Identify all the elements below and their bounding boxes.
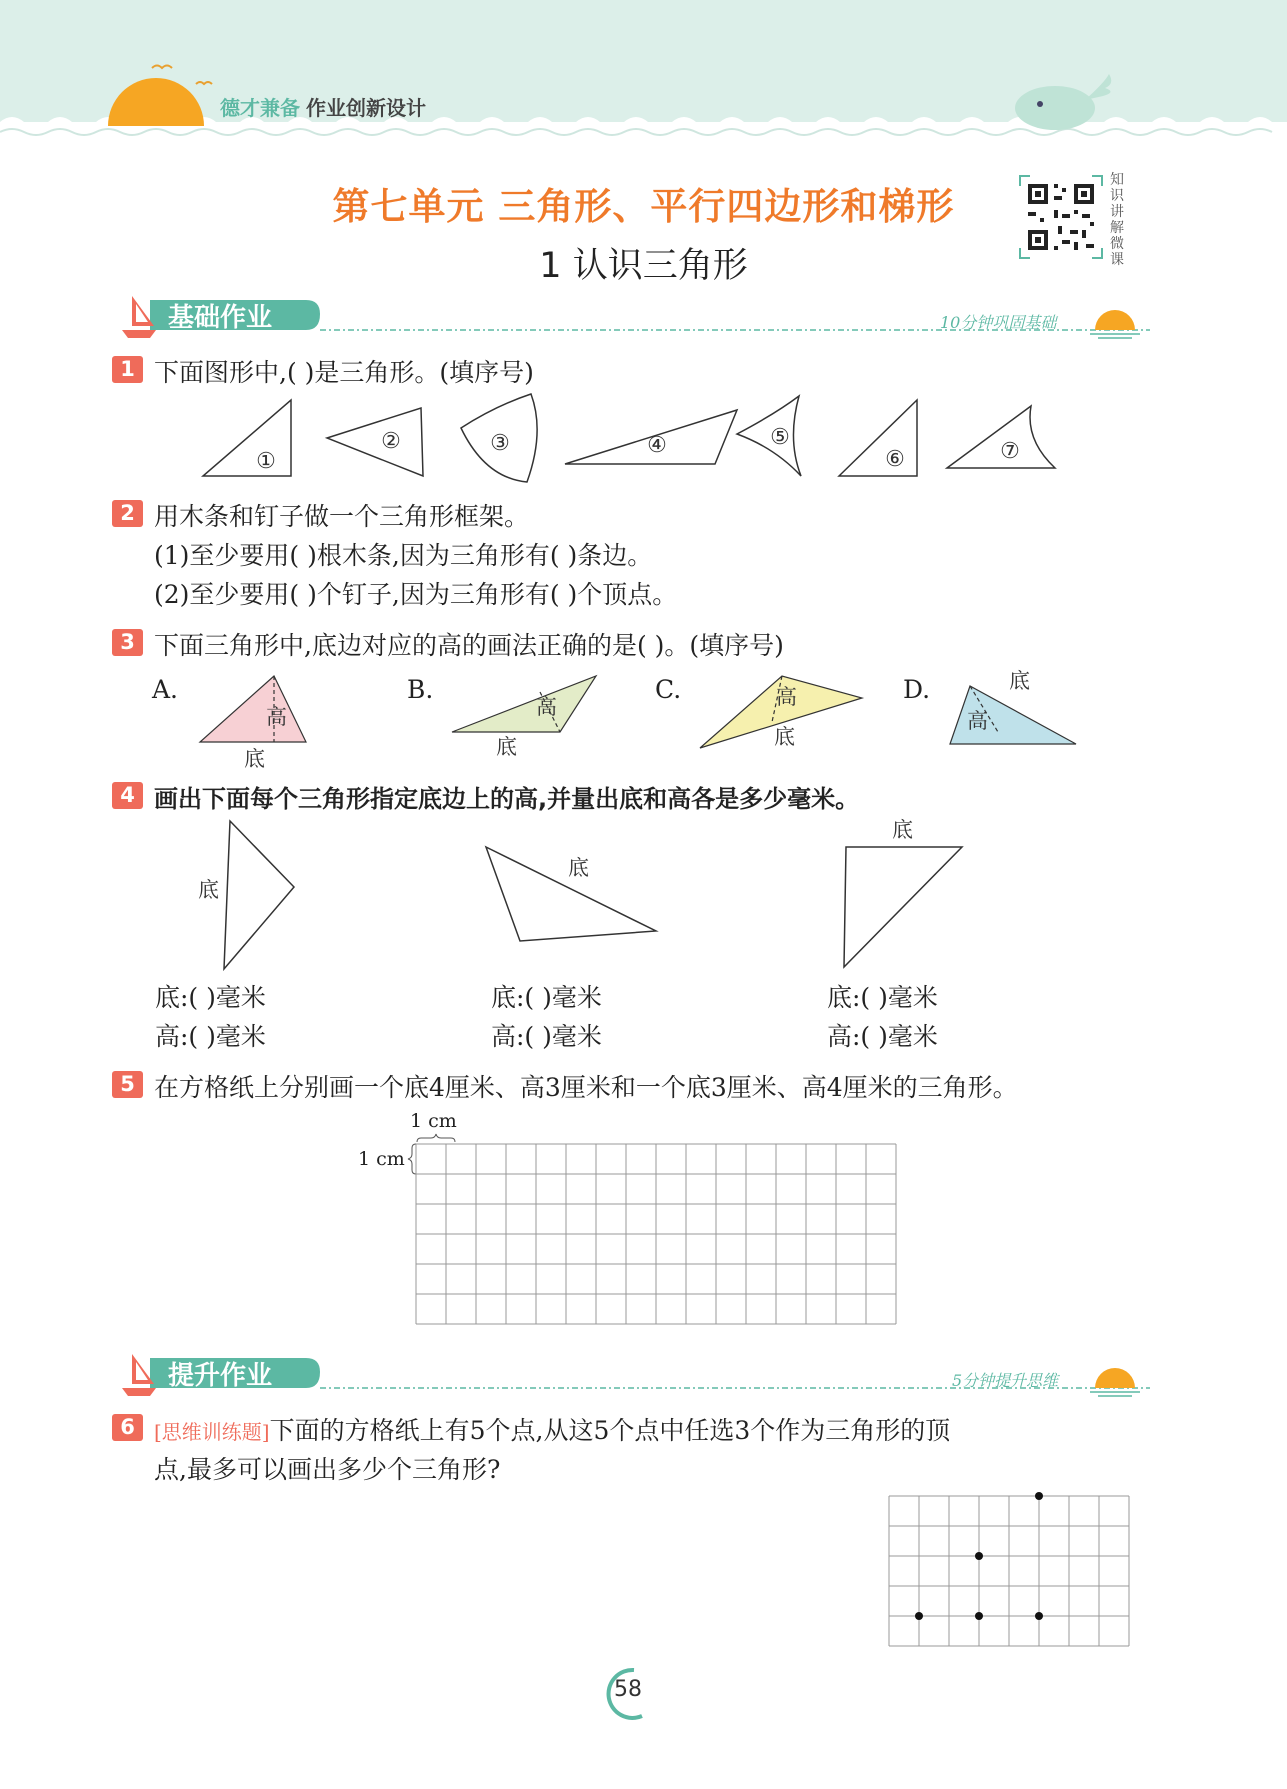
qr-code-icon[interactable] [1018, 174, 1104, 260]
sailboat-icon [122, 1388, 156, 1396]
option-c-height: 高 [776, 685, 797, 709]
shape-1 [203, 400, 291, 476]
q1-shapes [195, 390, 1070, 490]
q4-answer-height-3[interactable]: 高:( )毫米 [827, 1022, 938, 1051]
qr-label: 知识讲解微课 [1110, 172, 1124, 268]
shape-label-7: ⑦ [1000, 439, 1020, 464]
q4-answer-base-2[interactable]: 底:( )毫米 [491, 983, 602, 1012]
option-b-label: B. [407, 675, 434, 704]
q5-unit-x: 1 cm [410, 1110, 457, 1132]
brand-rest: 作业创新设计 [306, 96, 426, 120]
unit-title: 第七单元 三角形、平行四边形和梯形 [332, 185, 955, 228]
sun-icon [1095, 1368, 1135, 1388]
sun-icon [1095, 310, 1135, 330]
q4-answer-height-1[interactable]: 高:( )毫米 [155, 1022, 266, 1051]
question-1-text: 下面图形中,( )是三角形。(填序号) [154, 358, 534, 387]
grid-dot [1035, 1492, 1043, 1500]
triangle-b [452, 676, 596, 732]
question-number-5: 5 [112, 1071, 143, 1098]
lesson-title: 1 认识三角形 [539, 246, 748, 286]
question-number-1: 1 [112, 356, 143, 383]
option-d-base: 底 [1009, 669, 1030, 693]
shape-label-3: ③ [490, 431, 510, 456]
option-b-base: 底 [496, 735, 517, 759]
triangle-a [200, 676, 306, 742]
section-note-basic: 10分钟巩固基础 [940, 313, 1057, 332]
question-5-text: 在方格纸上分别画一个底4厘米、高3厘米和一个底3厘米、高4厘米的三角形。 [154, 1073, 1018, 1102]
question-number-2: 2 [112, 500, 143, 527]
question-number-3: 3 [112, 629, 143, 656]
sailboat-icon [122, 330, 156, 338]
option-a-label: A. [152, 675, 179, 704]
shape-label-1: ① [256, 449, 276, 474]
q4-answer-height-2[interactable]: 高:( )毫米 [491, 1022, 602, 1051]
option-a-height: 高 [266, 705, 287, 729]
question-4-text: 画出下面每个三角形指定底边上的高,并量出底和高各是多少毫米。 [154, 785, 860, 813]
shape-label-4: ④ [647, 433, 667, 458]
option-b-height: 高 [536, 695, 557, 719]
question-2-text: 用木条和钉子做一个三角形框架。 [154, 502, 530, 531]
option-a-base: 底 [244, 747, 265, 770]
section-note-advanced: 5分钟提升思维 [952, 1371, 1059, 1390]
question-6-line-1 [154, 1411, 950, 1447]
section-title-basic: 基础作业 [168, 303, 273, 333]
header-band [0, 0, 1287, 150]
q4-base-label-3: 底 [892, 818, 913, 842]
shape-6 [839, 400, 917, 476]
q4-triangle-1 [224, 821, 294, 969]
grid-dot [975, 1552, 983, 1560]
q4-triangle-3 [844, 847, 962, 967]
shape-label-6: ⑥ [885, 447, 905, 472]
q3-triangles [190, 668, 1080, 770]
question-6-line-2: 点,最多可以画出多少个三角形? [154, 1455, 501, 1484]
q5-grid-paper[interactable] [398, 1130, 908, 1330]
shape-label-2: ② [381, 429, 401, 454]
shape-label-5: ⑤ [770, 425, 790, 450]
q6-dot-grid [885, 1490, 1135, 1650]
q6-text-1: 下面的方格纸上有5个点,从这5个点中任选3个作为三角形的顶 [269, 1416, 951, 1445]
question-3-text: 下面三角形中,底边对应的高的画法正确的是( )。(填序号) [154, 631, 784, 660]
question-number-6: 6 [112, 1414, 143, 1441]
option-c-base: 底 [774, 725, 795, 749]
option-d-label: D. [903, 675, 931, 704]
option-c-label: C. [655, 675, 682, 704]
question-number-4: 4 [112, 782, 143, 809]
grid-dot [915, 1612, 923, 1620]
grid-dot [975, 1612, 983, 1620]
shape-5 [737, 396, 801, 476]
brand [220, 92, 426, 121]
section-title-advanced: 提升作业 [168, 1361, 273, 1391]
question-2-line-1: (1)至少要用( )根木条,因为三角形有( )条边。 [154, 541, 653, 570]
q4-answer-base-1[interactable]: 底:( )毫米 [155, 983, 266, 1012]
q4-triangles [190, 815, 990, 975]
q5-unit-y: 1 cm [358, 1148, 405, 1170]
question-2-line-2: (2)至少要用( )个钉子,因为三角形有( )个顶点。 [154, 580, 678, 609]
q4-base-label-1: 底 [198, 878, 219, 902]
q4-base-label-2: 底 [568, 856, 589, 880]
page-number: 58 [614, 1677, 642, 1702]
option-d-height: 高 [967, 709, 988, 733]
grid-dot [1035, 1612, 1043, 1620]
shape-2 [327, 408, 423, 476]
q4-answer-base-3[interactable]: 底:( )毫米 [827, 983, 938, 1012]
q6-tag: [思维训练题] [154, 1420, 270, 1444]
brand-highlight: 德才兼备 [220, 96, 300, 120]
